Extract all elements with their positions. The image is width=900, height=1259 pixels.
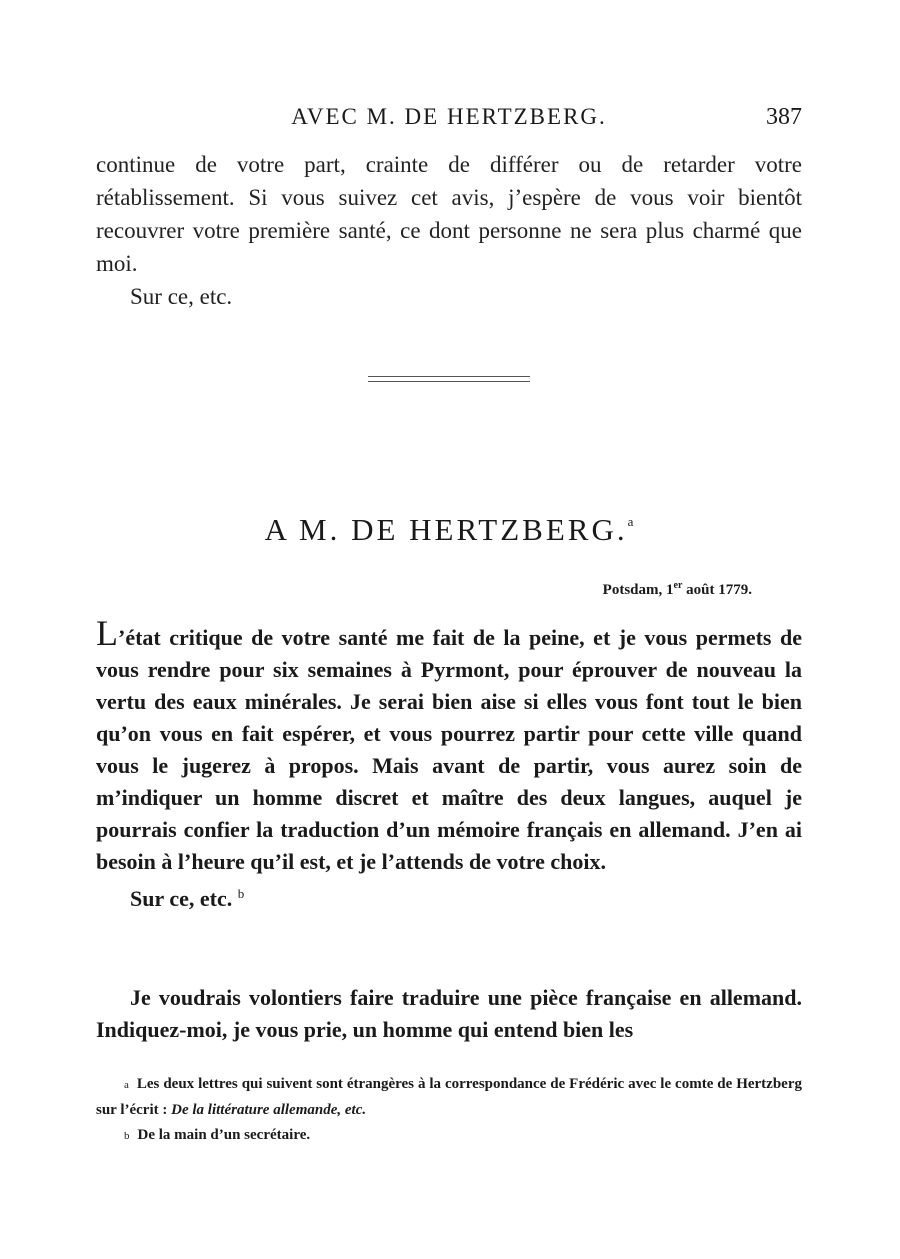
- section-divider: [368, 376, 530, 382]
- footnote-a: [96, 1072, 802, 1123]
- footnote-a-mark: a: [124, 1079, 129, 1091]
- second-text: [96, 982, 802, 1046]
- footnote-b-mark: b: [124, 1130, 130, 1142]
- drop-cap: L: [96, 613, 118, 653]
- second-text-paragraph: Je voudrais volontiers faire traduire une pièce française en allemand. Indiquez-moi, je vous prie, un homme qui entend bien les: [96, 985, 802, 1042]
- dateline-rest: août 1779.: [682, 582, 752, 598]
- letter-paragraph: [96, 613, 802, 878]
- closing-footnote-mark: b: [237, 886, 245, 901]
- previous-letter-paragraph: continue de votre part, crainte de différer ou de retarder votre rétablissement. Si vous suivez cet avis, j’espère de vous voir bientôt recouvrer votre première santé, ce dont personne ne sera plus charmé que moi.: [96, 152, 802, 276]
- previous-letter-end: [96, 148, 802, 313]
- letter-closing: [96, 878, 802, 915]
- footnote-b-text: De la main d’un secrétaire.: [137, 1127, 311, 1143]
- running-title: AVEC M. DE HERTZBERG.: [291, 104, 607, 129]
- footnote-b: [96, 1123, 802, 1149]
- running-head: [96, 104, 802, 138]
- letter-body: [96, 613, 802, 915]
- dateline: [603, 580, 752, 599]
- previous-letter-closing: Sur ce, etc.: [130, 284, 233, 309]
- letter-paragraph-text: ’état critique de votre santé me fait de la peine, et je vous permets de vous rendre pour six semaines à Pyrmont, pour éprouver de nouveau la vertu des eaux minérales. Je serai bien aise si elles vous font tout le bien qu’on vous en fait espérer, et vous pourrez partir pour cette ville quand vous le jugerez à propos. Mais avant de partir, vous aurez soin de m’indiquer un homme discret et maître des deux langues, auquel je pourrais confier la traduction d’un mémoire français en allemand. J’en ai besoin à l’heure qu’il est, et je l’attends de votre choix.: [96, 625, 802, 874]
- letter-heading-text: A M. DE HERTZBERG.: [264, 512, 628, 547]
- footnotes: [96, 1072, 802, 1149]
- heading-footnote-mark: a: [627, 514, 634, 529]
- dateline-ordinal: er: [673, 580, 683, 591]
- footnote-a-title: De la littérature allemande, etc.: [171, 1102, 367, 1118]
- letter-closing-text: Sur ce, etc.: [130, 886, 233, 911]
- dateline-place: Potsdam, 1: [602, 582, 674, 598]
- letter-heading: [96, 512, 802, 548]
- footnote-a-text: Les deux lettres qui suivent sont étrangères à la correspondance de Frédéric avec le comte de Hertzberg sur l’écrit :: [96, 1076, 802, 1118]
- page-number: 387: [766, 104, 802, 130]
